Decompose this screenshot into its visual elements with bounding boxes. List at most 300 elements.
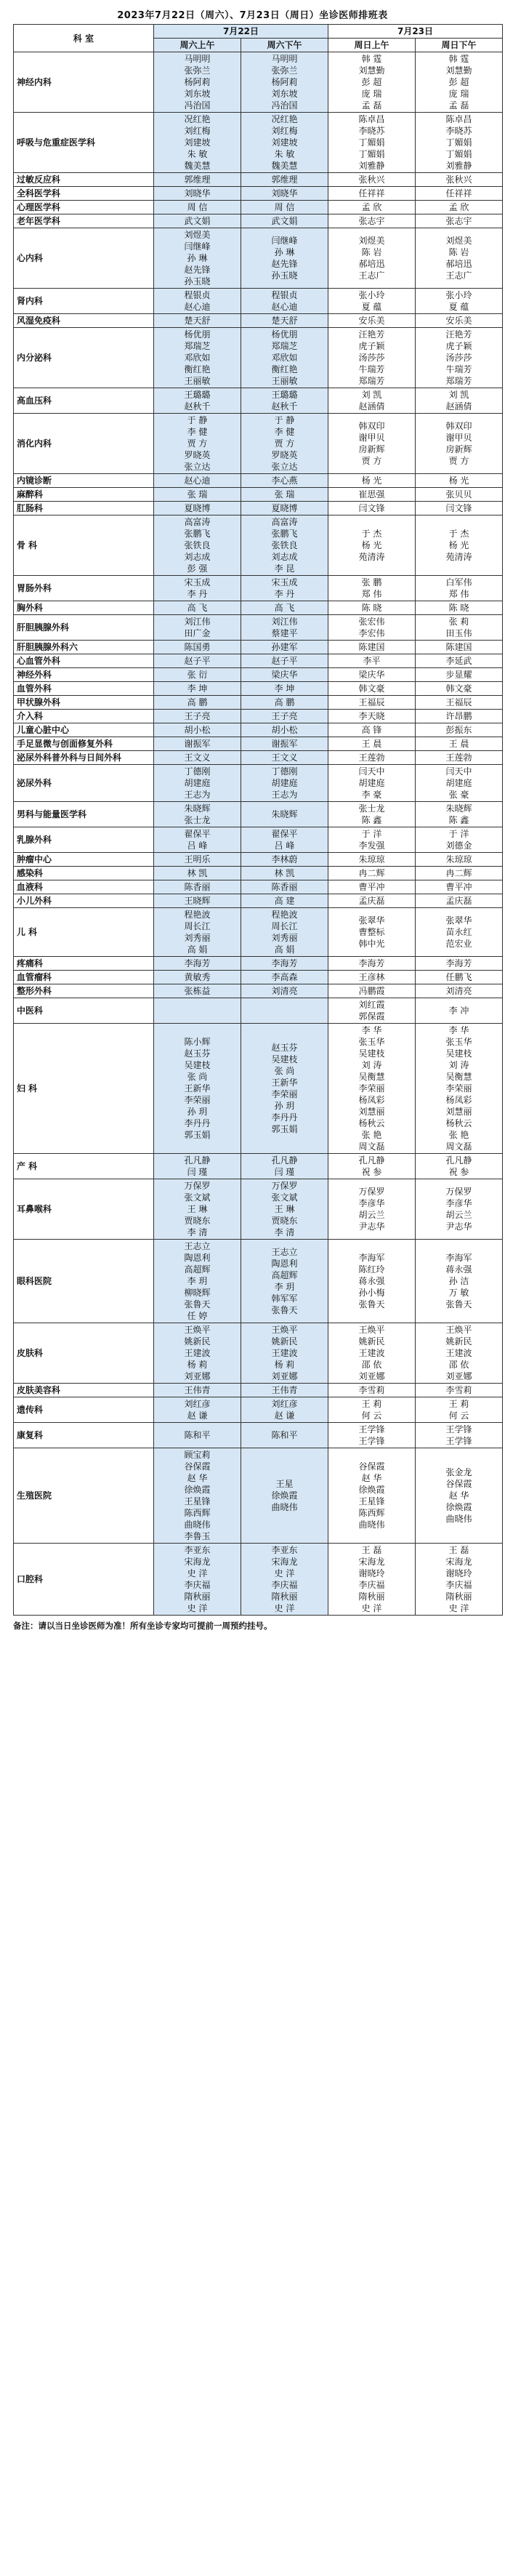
sat-pm-cell: 闫继峰 孙 琳 赵先锋 孙玉晓 — [241, 228, 328, 289]
table-row — [14, 1384, 503, 1397]
sun-am-cell: 张秋兴 — [328, 173, 416, 187]
sun-pm-cell: 韩文豪 — [416, 682, 503, 696]
sat-am-cell: 王伟青 — [154, 1384, 241, 1397]
table-row — [14, 1544, 503, 1616]
sun-am-cell: 李天晓 — [328, 710, 416, 723]
sun-pm-cell: 李 华 张玉华 吴建枝 刘 涛 吴衡慧 李荣丽 杨凤彩 刘慧丽 杨秋云 张 艳 周文磊 — [416, 1024, 503, 1154]
sun-am-cell: 朱琼琼 — [328, 853, 416, 867]
table-row — [14, 710, 503, 723]
sun-am-cell: 李海军 陈红玲 蒋永强 孙小梅 张鲁天 — [328, 1240, 416, 1323]
sun-pm-cell: 彭振东 — [416, 723, 503, 737]
table-row — [14, 696, 503, 710]
sun-pm-cell: 刘煜美 陈 岩 郝培迅 王志广 — [416, 228, 503, 289]
sun-am-cell: 陈卓昌 李晓苏 丁媚娟 丁媚娟 刘雅静 — [328, 113, 416, 173]
table-row — [14, 827, 503, 853]
dept-cell: 耳鼻喉科 — [14, 1179, 154, 1240]
table-row — [14, 201, 503, 214]
sat-am-cell: 王志立 陶恩利 高超辉 李 玥 柳晓辉 张鲁天 任 婷 — [154, 1240, 241, 1323]
sun-pm-cell: 王福辰 — [416, 696, 503, 710]
dept-cell: 乳腺外科 — [14, 827, 154, 853]
sun-date-header: 7月23日 — [328, 25, 503, 39]
dept-cell: 血液科 — [14, 880, 154, 894]
sat-pm-cell — [241, 998, 328, 1024]
sat-am-cell: 李海芳 — [154, 957, 241, 971]
sun-pm-cell: 孟庆磊 — [416, 894, 503, 908]
sun-pm-cell: 步显耀 — [416, 668, 503, 682]
table-row — [14, 1397, 503, 1423]
dept-cell: 肿瘤中心 — [14, 853, 154, 867]
table-row — [14, 723, 503, 737]
sat-pm-cell: 高 鹏 — [241, 696, 328, 710]
sun-am-cell: 王焕平 姚新民 王建波 邵 依 刘亚娜 — [328, 1323, 416, 1384]
sat-pm-cell: 梁庆华 — [241, 668, 328, 682]
table-row — [14, 576, 503, 601]
table-row — [14, 187, 503, 201]
dept-cell: 妇 科 — [14, 1024, 154, 1154]
sat-am-cell: 朱晓辉 张士龙 — [154, 802, 241, 827]
sun-pm-cell: 刘清亮 — [416, 984, 503, 998]
sun-pm-cell: 许昂鹏 — [416, 710, 503, 723]
sun-am-cell: 张士龙 陈 鑫 — [328, 802, 416, 827]
sat-pm-cell: 丁德刚 胡建庭 王志为 — [241, 765, 328, 802]
dept-cell: 生殖医院 — [14, 1448, 154, 1544]
dept-cell: 口腔科 — [14, 1544, 154, 1616]
sat-pm-cell: 高 建 — [241, 894, 328, 908]
sat-am-cell: 况红艳 刘红梅 刘建坡 朱 敏 魏美慧 — [154, 113, 241, 173]
sat-am-cell: 王子亮 — [154, 710, 241, 723]
dept-cell: 肾内科 — [14, 289, 154, 314]
sat-am-cell: 于 静 李 健 贾 方 罗晓英 张立达 — [154, 414, 241, 474]
dept-cell: 胃肠外科 — [14, 576, 154, 601]
dept-cell: 过敏反应科 — [14, 173, 154, 187]
sun-am-cell: 韩 霆 刘慧勤 彭 超 庞 瑞 孟 磊 — [328, 52, 416, 113]
sun-pm-cell: 闫天中 胡建庭 张 豪 — [416, 765, 503, 802]
dept-cell: 遗传科 — [14, 1397, 154, 1423]
sun-pm-cell: 王 晨 — [416, 737, 503, 751]
sat-am-cell: 王晓辉 — [154, 894, 241, 908]
sun-pm-cell: 李海芳 — [416, 957, 503, 971]
sat-am-cell: 黄敏秀 — [154, 971, 241, 984]
sun-am-cell: 王 晨 — [328, 737, 416, 751]
sat-pm-cell: 王焕平 姚新民 王建波 杨 莉 刘亚娜 — [241, 1323, 328, 1384]
dept-cell: 儿 科 — [14, 908, 154, 957]
table-row — [14, 654, 503, 668]
table-row — [14, 615, 503, 641]
table-row — [14, 289, 503, 314]
sun-am-cell: 陈 晓 — [328, 601, 416, 615]
sun-pm-cell: 王焕平 姚新民 王建波 邵 依 刘亚娜 — [416, 1323, 503, 1384]
table-row — [14, 853, 503, 867]
sun-am-cell: 孟 欣 — [328, 201, 416, 214]
sun-pm-cell: 汪艳芳 虎子颖 汤莎莎 牛瑞芳 郑瑞芳 — [416, 328, 503, 388]
sun-pm-cell: 陈 晓 — [416, 601, 503, 615]
sat-pm-cell: 马明明 张弥兰 杨阿莉 刘东坡 冯治国 — [241, 52, 328, 113]
dept-cell: 内分泌科 — [14, 328, 154, 388]
sat-pm-cell: 王璐璐 赵秋千 — [241, 388, 328, 414]
sun-am-cell: 王莲勃 — [328, 751, 416, 765]
dept-cell: 全科医学科 — [14, 187, 154, 201]
sun-pm-cell: 任鹏飞 — [416, 971, 503, 984]
table-row — [14, 998, 503, 1024]
sun-am-cell: 韩文豪 — [328, 682, 416, 696]
sun-pm-cell: 韩 霆 刘慧勤 彭 超 庞 瑞 孟 磊 — [416, 52, 503, 113]
sat-pm-cell: 周 信 — [241, 201, 328, 214]
sun-am-cell: 王彦林 — [328, 971, 416, 984]
sat-am-cell: 陈小辉 赵玉芬 吴建枝 张 尚 王新华 李荣丽 孙 玥 李丹丹 郭玉娟 — [154, 1024, 241, 1154]
sun-pm-cell: 万保罗 李彦华 胡云兰 尹志华 — [416, 1179, 503, 1240]
sun-pm-header: 周日下午 — [416, 39, 503, 52]
table-row — [14, 601, 503, 615]
table-row — [14, 502, 503, 515]
dept-cell: 小儿外科 — [14, 894, 154, 908]
sat-am-cell: 张栋益 — [154, 984, 241, 998]
dept-cell: 血管瘤科 — [14, 971, 154, 984]
sun-pm-cell: 张 莉 田玉伟 — [416, 615, 503, 641]
table-row — [14, 765, 503, 802]
table-row — [14, 173, 503, 187]
sat-pm-cell: 夏晓博 — [241, 502, 328, 515]
sat-pm-cell: 刘江伟 蔡建平 — [241, 615, 328, 641]
sun-pm-cell: 李 冲 — [416, 998, 503, 1024]
dept-cell: 眼科医院 — [14, 1240, 154, 1323]
sat-am-cell: 郭维理 — [154, 173, 241, 187]
sat-am-cell: 张 瑞 — [154, 488, 241, 502]
sat-pm-cell: 林 凯 — [241, 867, 328, 880]
sun-am-cell: 冉二辉 — [328, 867, 416, 880]
table-row — [14, 488, 503, 502]
table-row — [14, 751, 503, 765]
sun-am-cell: 孔凡静 祝 参 — [328, 1154, 416, 1179]
sat-pm-cell: 武文娟 — [241, 214, 328, 228]
schedule-table-wrapper — [0, 24, 505, 1616]
sat-pm-cell: 王星 徐焕霞 曲晓伟 — [241, 1448, 328, 1544]
table-body — [14, 52, 503, 1616]
sat-am-cell: 胡小松 — [154, 723, 241, 737]
sat-pm-cell: 王文义 — [241, 751, 328, 765]
sun-am-cell: 冯鹏霞 — [328, 984, 416, 998]
sat-pm-cell: 刘清亮 — [241, 984, 328, 998]
sun-am-cell: 万保罗 李彦华 胡云兰 尹志华 — [328, 1179, 416, 1240]
sat-pm-cell: 胡小松 — [241, 723, 328, 737]
sun-am-cell: 于 洋 李发强 — [328, 827, 416, 853]
sun-pm-cell: 曹平冲 — [416, 880, 503, 894]
sun-pm-cell: 朱晓辉 陈 鑫 — [416, 802, 503, 827]
table-row — [14, 880, 503, 894]
sun-am-cell: 王 莉 何 云 — [328, 1397, 416, 1423]
sat-am-cell: 林 凯 — [154, 867, 241, 880]
sun-am-cell: 陈建国 — [328, 641, 416, 654]
dept-cell: 肝胆胰腺外科 — [14, 615, 154, 641]
table-header — [14, 25, 503, 52]
sat-pm-cell: 况红艳 刘红梅 刘建坡 朱 敏 魏美慧 — [241, 113, 328, 173]
sat-am-cell: 高 鹏 — [154, 696, 241, 710]
sat-am-cell: 刘晓华 — [154, 187, 241, 201]
sun-pm-cell: 白军伟 郑 伟 — [416, 576, 503, 601]
dept-cell: 心理医学科 — [14, 201, 154, 214]
sun-pm-cell: 孔凡静 祝 参 — [416, 1154, 503, 1179]
dept-cell: 心血管外科 — [14, 654, 154, 668]
sun-am-header: 周日上午 — [328, 39, 416, 52]
table-row — [14, 328, 503, 388]
sat-pm-cell: 李高森 — [241, 971, 328, 984]
sat-am-cell: 周 信 — [154, 201, 241, 214]
sat-pm-cell: 李心燕 — [241, 474, 328, 488]
dept-header: 科 室 — [14, 25, 154, 52]
sat-am-cell: 宋玉成 李 丹 — [154, 576, 241, 601]
table-row — [14, 1448, 503, 1544]
sat-pm-cell: 李亚东 宋海龙 史 洋 李庆福 隋秋丽 史 洋 — [241, 1544, 328, 1616]
table-row — [14, 214, 503, 228]
sat-pm-cell: 谢振军 — [241, 737, 328, 751]
table-row — [14, 1024, 503, 1154]
sun-am-cell: 谷保霞 赵 华 徐焕霞 王星锋 陈西辉 曲晓伟 — [328, 1448, 416, 1544]
sun-am-cell: 杨 光 — [328, 474, 416, 488]
sat-am-cell: 谢振军 — [154, 737, 241, 751]
sat-am-cell: 丁德刚 胡建庭 王志为 — [154, 765, 241, 802]
sat-pm-cell: 王子亮 — [241, 710, 328, 723]
sun-am-cell: 李平 — [328, 654, 416, 668]
sat-pm-cell: 赵玉芬 吴建枝 张 尚 王新华 李荣丽 孙 玥 李丹丹 郭玉娟 — [241, 1024, 328, 1154]
sat-pm-cell: 李 坤 — [241, 682, 328, 696]
table-row — [14, 1240, 503, 1323]
sun-pm-cell: 张金龙 谷保霞 赵 华 徐焕霞 曲晓伟 — [416, 1448, 503, 1544]
sat-am-cell: 万保罗 张文斌 王 琳 贾晓东 李 清 — [154, 1179, 241, 1240]
dept-cell: 消化内科 — [14, 414, 154, 474]
sun-am-cell: 闫文锋 — [328, 502, 416, 515]
table-row — [14, 52, 503, 113]
sat-pm-cell: 宋玉成 李 丹 — [241, 576, 328, 601]
table-row — [14, 113, 503, 173]
table-row — [14, 737, 503, 751]
sun-pm-cell: 刘 凯 赵涵倩 — [416, 388, 503, 414]
sun-pm-cell: 张秋兴 — [416, 173, 503, 187]
sun-pm-cell: 张志宇 — [416, 214, 503, 228]
table-row — [14, 867, 503, 880]
sat-am-cell: 夏晓博 — [154, 502, 241, 515]
table-row — [14, 515, 503, 576]
sat-pm-header: 周六下午 — [241, 39, 328, 52]
table-row — [14, 668, 503, 682]
sat-am-cell: 程银贞 赵心迪 — [154, 289, 241, 314]
sat-am-cell: 王焕平 姚新民 王建波 杨 莉 刘亚娜 — [154, 1323, 241, 1384]
dept-cell: 泌尿外科 — [14, 765, 154, 802]
sat-pm-cell: 李海芳 — [241, 957, 328, 971]
sat-am-cell: 高富涛 张鹏飞 张铁良 刘志成 彭 强 — [154, 515, 241, 576]
sun-am-cell: 王福辰 — [328, 696, 416, 710]
dept-cell: 产 科 — [14, 1154, 154, 1179]
sat-pm-cell: 郭维理 — [241, 173, 328, 187]
table-row — [14, 1323, 503, 1384]
sat-pm-cell: 杨优朋 郑瑞芝 邓欣如 衡红艳 王丽敏 — [241, 328, 328, 388]
sat-am-header: 周六上午 — [154, 39, 241, 52]
dept-cell: 呼吸与危重症医学科 — [14, 113, 154, 173]
sat-pm-cell: 于 静 李 健 贾 方 罗晓英 张立达 — [241, 414, 328, 474]
sat-date-header: 7月22日 — [154, 25, 328, 39]
sun-am-cell: 崔思强 — [328, 488, 416, 502]
sat-pm-cell: 高 飞 — [241, 601, 328, 615]
sat-am-cell: 李亚东 宋海龙 史 洋 李庆福 隋秋丽 史 洋 — [154, 1544, 241, 1616]
sun-pm-cell: 张翠华 苗永红 范宏业 — [416, 908, 503, 957]
sat-pm-cell: 张 瑞 — [241, 488, 328, 502]
sat-am-cell: 马明明 张弥兰 杨阿莉 刘东坡 冯治国 — [154, 52, 241, 113]
sun-am-cell: 王学锋 王学锋 — [328, 1423, 416, 1448]
sun-am-cell: 刘煜美 陈 岩 郝培迅 王志广 — [328, 228, 416, 289]
sat-am-cell: 高 飞 — [154, 601, 241, 615]
dept-cell: 整形外科 — [14, 984, 154, 998]
sat-am-cell: 赵心迪 — [154, 474, 241, 488]
table-row — [14, 908, 503, 957]
sun-pm-cell: 冉二辉 — [416, 867, 503, 880]
sun-pm-cell: 于 杰 杨 光 苑清涛 — [416, 515, 503, 576]
sun-am-cell: 梁庆华 — [328, 668, 416, 682]
sun-pm-cell: 韩双印 谢甲贝 房新辉 贾 方 — [416, 414, 503, 474]
sat-am-cell: 杨优朋 郑瑞芝 邓欣如 衡红艳 王丽敏 — [154, 328, 241, 388]
sun-am-cell: 张宏伟 李宏伟 — [328, 615, 416, 641]
page-title: 2023年7月22日（周六）、7月23日（周日）坐诊医师排班表 — [117, 10, 388, 21]
sat-pm-cell: 赵子平 — [241, 654, 328, 668]
table-row — [14, 1154, 503, 1179]
sun-pm-cell: 李延武 — [416, 654, 503, 668]
table-row — [14, 894, 503, 908]
dept-cell: 老年医学科 — [14, 214, 154, 228]
sun-am-cell: 曹平冲 — [328, 880, 416, 894]
dept-cell: 感染科 — [14, 867, 154, 880]
dept-cell: 儿童心脏中心 — [14, 723, 154, 737]
sat-am-cell: 赵子平 — [154, 654, 241, 668]
dept-cell: 肛肠科 — [14, 502, 154, 515]
sat-pm-cell: 高富涛 张鹏飞 张铁良 刘志成 李 昆 — [241, 515, 328, 576]
table-row — [14, 1179, 503, 1240]
table-row — [14, 474, 503, 488]
dept-cell: 泌尿外科普外科与日间外科 — [14, 751, 154, 765]
dept-cell: 甲状腺外科 — [14, 696, 154, 710]
sun-am-cell: 张小玲 夏 蕴 — [328, 289, 416, 314]
table-row — [14, 414, 503, 474]
table-row — [14, 957, 503, 971]
sat-pm-cell: 陈香丽 — [241, 880, 328, 894]
dept-cell: 神经内科 — [14, 52, 154, 113]
dept-cell: 康复科 — [14, 1423, 154, 1448]
sat-am-cell: 刘江伟 田广金 — [154, 615, 241, 641]
table-row — [14, 228, 503, 289]
dept-cell: 中医科 — [14, 998, 154, 1024]
sun-pm-cell: 王莲勃 — [416, 751, 503, 765]
sat-pm-cell: 刘晓华 — [241, 187, 328, 201]
dept-cell: 风湿免疫科 — [14, 314, 154, 328]
table-row — [14, 388, 503, 414]
sat-am-cell: 刘煜美 闫继峰 孙 琳 赵先锋 孙玉晓 — [154, 228, 241, 289]
dept-cell: 胸外科 — [14, 601, 154, 615]
sat-pm-cell: 程艳波 周长江 刘秀丽 高 娟 — [241, 908, 328, 957]
sat-am-cell — [154, 998, 241, 1024]
dept-cell: 疼痛科 — [14, 957, 154, 971]
table-row — [14, 1423, 503, 1448]
sun-am-cell: 张翠华 曹整标 韩中光 — [328, 908, 416, 957]
sun-am-cell: 闫天中 胡建庭 李 豪 — [328, 765, 416, 802]
sat-pm-cell: 刘红彦 赵 谦 — [241, 1397, 328, 1423]
sat-am-cell: 王璐璐 赵秋千 — [154, 388, 241, 414]
sat-pm-cell: 朱晓辉 — [241, 802, 328, 827]
sat-pm-cell: 李林蔚 — [241, 853, 328, 867]
sun-pm-cell: 王 莉 何 云 — [416, 1397, 503, 1423]
sat-pm-cell: 孙建军 — [241, 641, 328, 654]
sat-am-cell: 程艳波 周长江 刘秀丽 高 娟 — [154, 908, 241, 957]
sat-pm-cell: 程银贞 赵心迪 — [241, 289, 328, 314]
footer-note: 备注：请以当日坐诊医师为准！所有坐诊专家均可提前一周预约挂号。 — [13, 1621, 272, 1631]
sat-am-cell: 刘红彦 赵 谦 — [154, 1397, 241, 1423]
schedule-table — [13, 24, 503, 1616]
sun-pm-cell: 张贝贝 — [416, 488, 503, 502]
sun-pm-cell: 安乐美 — [416, 314, 503, 328]
sun-am-cell: 刘 凯 赵涵倩 — [328, 388, 416, 414]
sat-pm-cell: 翟保平 吕 峰 — [241, 827, 328, 853]
sun-am-cell: 刘红霞 郭保霞 — [328, 998, 416, 1024]
sun-pm-cell: 陈卓昌 李晓苏 丁媚娟 丁媚娟 刘雅静 — [416, 113, 503, 173]
dept-cell: 骨 科 — [14, 515, 154, 576]
sat-am-cell: 楚天舒 — [154, 314, 241, 328]
sat-am-cell: 翟保平 吕 峰 — [154, 827, 241, 853]
table-row — [14, 984, 503, 998]
sun-am-cell: 李雪莉 — [328, 1384, 416, 1397]
sun-am-cell: 任祥祥 — [328, 187, 416, 201]
sun-am-cell: 孟庆磊 — [328, 894, 416, 908]
sun-am-cell: 李海芳 — [328, 957, 416, 971]
sun-pm-cell: 杨 光 — [416, 474, 503, 488]
sun-pm-cell: 于 洋 刘德金 — [416, 827, 503, 853]
sat-am-cell: 陈国勇 — [154, 641, 241, 654]
table-row — [14, 802, 503, 827]
sat-am-cell: 顾宝莉 谷保霞 赵 华 徐焕霞 王星锋 陈西辉 曲晓伟 李鲁玉 — [154, 1448, 241, 1544]
sat-pm-cell: 万保罗 张文斌 王 琳 贾晓东 李 清 — [241, 1179, 328, 1240]
sun-pm-cell: 陈建国 — [416, 641, 503, 654]
sun-am-cell: 张志宇 — [328, 214, 416, 228]
sun-am-cell: 汪艳芳 虎子颖 汤莎莎 牛瑞芳 郑瑞芳 — [328, 328, 416, 388]
sat-pm-cell: 楚天舒 — [241, 314, 328, 328]
dept-cell: 内镜诊断 — [14, 474, 154, 488]
dept-cell: 手足显微与创面修复外科 — [14, 737, 154, 751]
sat-am-cell: 李 坤 — [154, 682, 241, 696]
table-row — [14, 641, 503, 654]
sat-am-cell: 张 衍 — [154, 668, 241, 682]
sun-pm-cell: 任祥祥 — [416, 187, 503, 201]
sun-pm-cell: 张小玲 夏 蕴 — [416, 289, 503, 314]
sun-pm-cell: 孟 欣 — [416, 201, 503, 214]
sun-pm-cell: 李海军 蒋永强 孙 洁 万 敏 张鲁天 — [416, 1240, 503, 1323]
sun-am-cell: 高 锋 — [328, 723, 416, 737]
sun-pm-cell: 王学锋 王学锋 — [416, 1423, 503, 1448]
sat-am-cell: 王文义 — [154, 751, 241, 765]
sat-am-cell: 王明乐 — [154, 853, 241, 867]
table-row — [14, 682, 503, 696]
sun-pm-cell: 王 磊 宋海龙 谢晓玲 李庆福 隋秋丽 史 洋 — [416, 1544, 503, 1616]
sat-am-cell: 陈和平 — [154, 1423, 241, 1448]
sun-am-cell: 韩双印 谢甲贝 房新辉 贾 方 — [328, 414, 416, 474]
dept-cell: 神经外科 — [14, 668, 154, 682]
sun-pm-cell: 朱琼琼 — [416, 853, 503, 867]
sat-pm-cell: 陈和平 — [241, 1423, 328, 1448]
sat-am-cell: 孔凡静 闫 瑾 — [154, 1154, 241, 1179]
sun-am-cell: 安乐美 — [328, 314, 416, 328]
dept-cell: 血管外科 — [14, 682, 154, 696]
sun-pm-cell: 李雪莉 — [416, 1384, 503, 1397]
sun-pm-cell: 闫文锋 — [416, 502, 503, 515]
dept-cell: 高血压科 — [14, 388, 154, 414]
dept-cell: 心内科 — [14, 228, 154, 289]
dept-cell: 介入科 — [14, 710, 154, 723]
dept-cell: 肝胆胰腺外科六 — [14, 641, 154, 654]
table-row — [14, 971, 503, 984]
sat-am-cell: 陈香丽 — [154, 880, 241, 894]
